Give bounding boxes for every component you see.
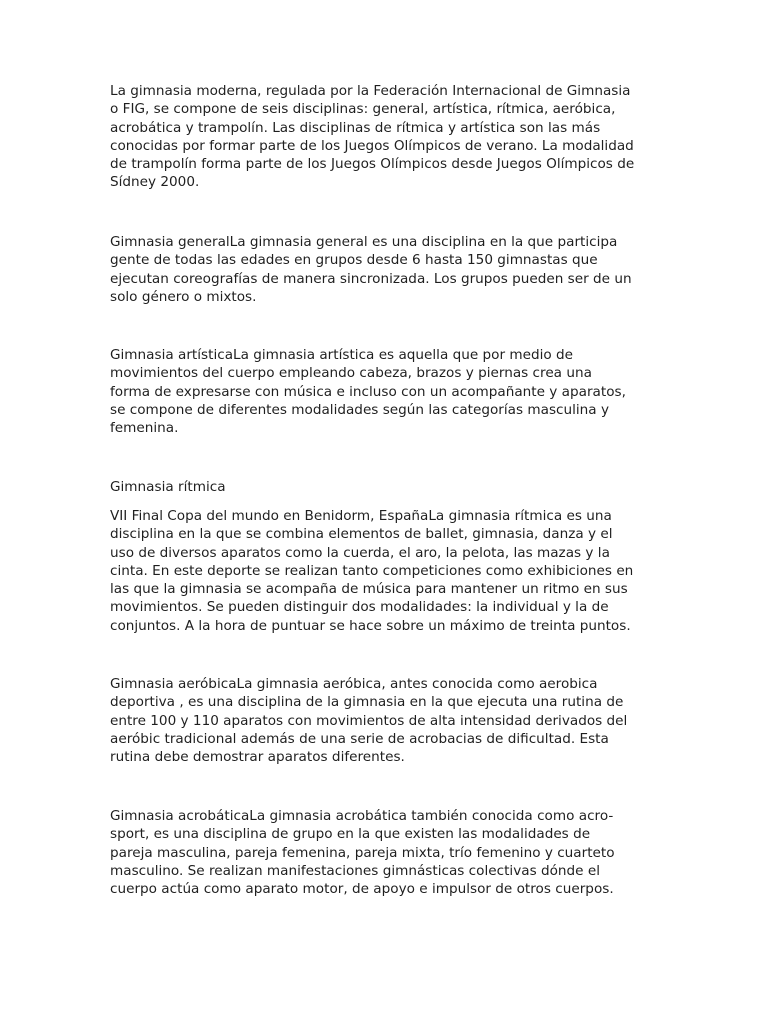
paragraph-gimnasia-ritmica: VII Final Copa del mundo en Benidorm, EspañaLa gimnasia rítmica es una disciplina en la que se combina elementos de ballet, gimnasia, danza y el uso de diversos aparatos como la cuerda, el aro, la pelota, las mazas y la cinta. En este deporte se realizan tanto competiciones como exhibiciones en las que la gimnasia se acompaña de música para mantener un ritmo en sus movimientos. Se pueden distinguir dos modalidades: la individual y la de conjuntos. A la hora de puntuar se hace sobre un máximo de treinta puntos. [110, 508, 634, 634]
paragraph-gimnasia-aerobica: Gimnasia aeróbicaLa gimnasia aeróbica, antes conocida como aerobica deportiva , es una disciplina de la gimnasia en la que ejecuta una rutina de entre 100 y 110 aparatos con movimientos de alta intensidad derivados del aeróbic tradicional además de una serie de acrobacias de dificultad. Esta rutina debe demostrar aparatos diferentes. [110, 676, 628, 766]
paragraph-intro: La gimnasia moderna, regulada por la Federación Internacional de Gimnasia o FIG, se compone de seis disciplinas: general, artística, rítmica, aeróbica, acrobática y trampolín. Las disciplinas de rítmica y artística son las más conocidas por formar parte de los Juegos Olímpicos de verano. La modalidad de trampolín forma parte de los Juegos Olímpicos desde Juegos Olímpicos de Sídney 2000. [110, 83, 635, 191]
paragraph-gimnasia-artistica: Gimnasia artísticaLa gimnasia artística es aquella que por medio de movimientos del cuerpo empleando cabeza, brazos y piernas crea una forma de expresarse con música e incluso con un acompañante y aparatos, se compone de diferentes modalidades según las categorías masculina y femenina. [110, 347, 626, 437]
heading-gimnasia-ritmica: Gimnasia rítmica [110, 479, 226, 495]
paragraph-gimnasia-acrobatica: Gimnasia acrobáticaLa gimnasia acrobática también conocida como acro- sport, es una disciplina de grupo en la que existen las modalidades de pareja masculina, pareja femenina, pareja mixta, trío femenino y cuarteto masculino. Se realizan manifestaciones gimnásticas colectivas dónde el cuerpo actúa como aparato motor, de apoyo e impulsor de otros cuerpos. [110, 808, 615, 898]
paragraph-gimnasia-general: Gimnasia generalLa gimnasia general es una disciplina en la que participa gente de todas las edades en grupos desde 6 hasta 150 gimnastas que ejecutan coreografías de manera sincronizada. Los grupos pueden ser de un solo género o mixtos. [110, 234, 632, 305]
